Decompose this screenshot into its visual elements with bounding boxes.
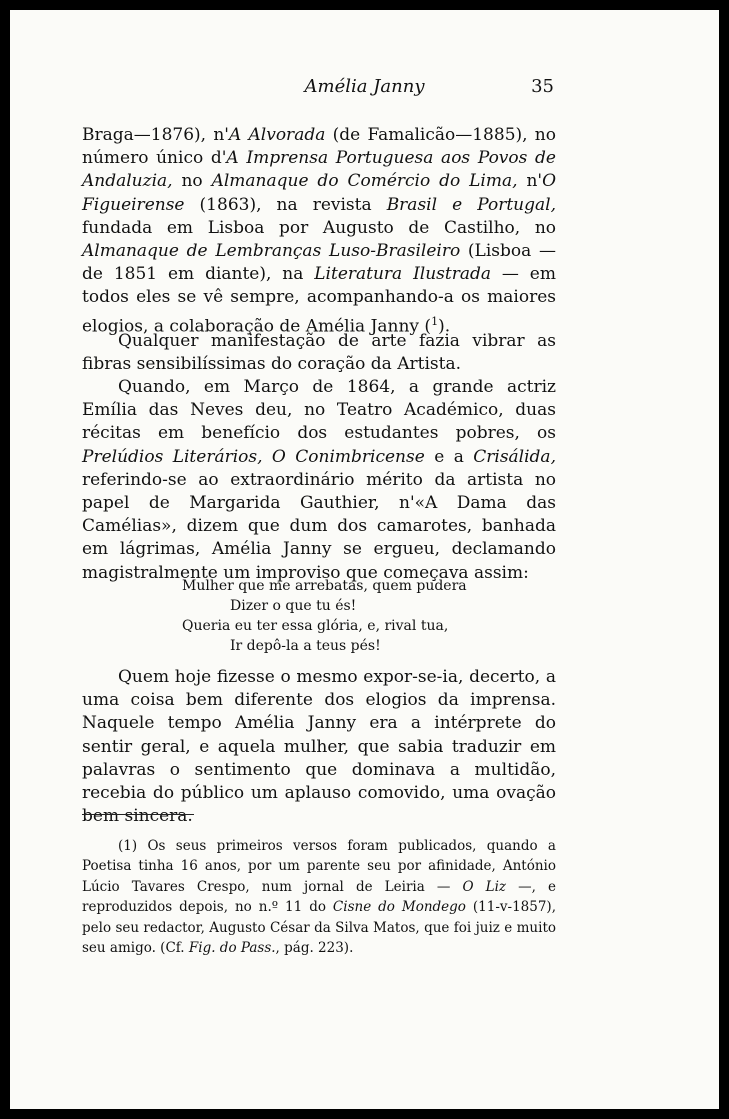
title-citation: A Alvorada (228, 125, 326, 145)
text-run: (Lisboa — de 1851 em diante), na (82, 241, 556, 285)
text-run: , pág. 223). (275, 940, 354, 957)
paragraph-2: Qualquer manifestação de arte fazia vibrar as fibras sensibilíssimas do coração da Artista. (82, 331, 556, 375)
book-page (10, 10, 719, 1109)
title-citation: O Liz (462, 878, 507, 895)
paragraph-3 (82, 376, 556, 585)
paragraph-4: Quem hoje fizesse o mesmo expor-se-ia, decerto, a uma coisa bem diferente dos elogios da imprensa. Naquele tempo Amélia Janny era a intérprete do sentir geral, e aquela mulher, que sabia traduzir em palavras o sentimento que dominava a multidão, recebia do público um aplauso comovido, uma ovação bem sincera. (82, 667, 556, 827)
title-citation: Brasil e Portugal, (386, 194, 556, 215)
text-run: (11-v-1857), pelo seu redactor, Augusto César da Silva Matos, que foi juiz e muito seu amigo. (Cf. (82, 899, 556, 957)
text-run: (de Famalicão—1885), no número único d' (82, 125, 556, 169)
text-run: fundada em Lisboa por Augusto de Castilho, no (82, 217, 556, 238)
title-citation: Fig. do Pass. (188, 940, 276, 957)
title-citation: O Figueirense (82, 171, 557, 215)
verse-line: Ir depô-la a teus pés! (230, 638, 381, 654)
footnote-mark: (1) (118, 838, 138, 854)
verse-line: Dizer o que tu és! (230, 598, 357, 614)
text-run: —, e reproduzidos depois, no n.º 11 do (82, 878, 556, 916)
text-run: e a (424, 446, 474, 467)
title-citation: Crisálida, (473, 446, 556, 467)
text-run: no (172, 171, 212, 192)
text-run: (1863), na revista (184, 194, 387, 215)
title-citation: A Imprensa Portuguesa aos Povos de Andaluzia, (82, 148, 556, 192)
page-number: 35 (531, 76, 554, 97)
title-citation: Almanaque de Lembranças Luso-Brasileiro (82, 241, 461, 262)
verse-line: Mulher que me arrebatas, quem pudera (182, 578, 467, 594)
running-title: Amélia Janny (304, 76, 425, 97)
text-run: Braga—1876), n' (82, 125, 229, 145)
text-run: Quando, em Março de 1864, a grande actriz Emília das Neves deu, no Teatro Académico, duas récitas em benefício dos estudantes pobres, os (82, 377, 556, 444)
running-head (10, 76, 719, 100)
text-run: Os seus primeiros versos foram publicados, quando a Poetisa tinha 16 anos, por um parente seu por afinidade, António Lúcio Tavares Crespo, num jornal de Leiria — (82, 838, 556, 895)
text-run: referindo-se ao extraordinário mérito da artista no papel de Margarida Gauthier, n'«A Dama das Camélias», dizem que dum dos camarotes, banhada em lágrimas, Amélia Janny se ergueu, declamando magistralmente um improviso que começava assim: (82, 469, 556, 583)
footnote (82, 836, 556, 958)
paragraph-1 (82, 124, 556, 338)
title-citation: Almanaque do Comércio do Lima, (211, 171, 518, 192)
verse-quotation (182, 576, 467, 656)
title-citation: Cisne do Mondego (332, 899, 466, 916)
title-citation: Literatura Ilustrada (314, 264, 492, 285)
title-citation: Prelúdios Literários, O Conimbricense (82, 446, 425, 467)
text-run: n' (517, 171, 543, 192)
footnote-divider (82, 814, 194, 815)
verse-line: Queria eu ter essa glória, e, rival tua, (182, 618, 449, 634)
text-run: — em todos eles se vê sempre, acompanhando-a os maiores elogios, a colaboração de Amélia Janny ( (82, 264, 556, 337)
footnote-reference: 1 (431, 314, 439, 328)
text-run: ). (438, 316, 451, 337)
